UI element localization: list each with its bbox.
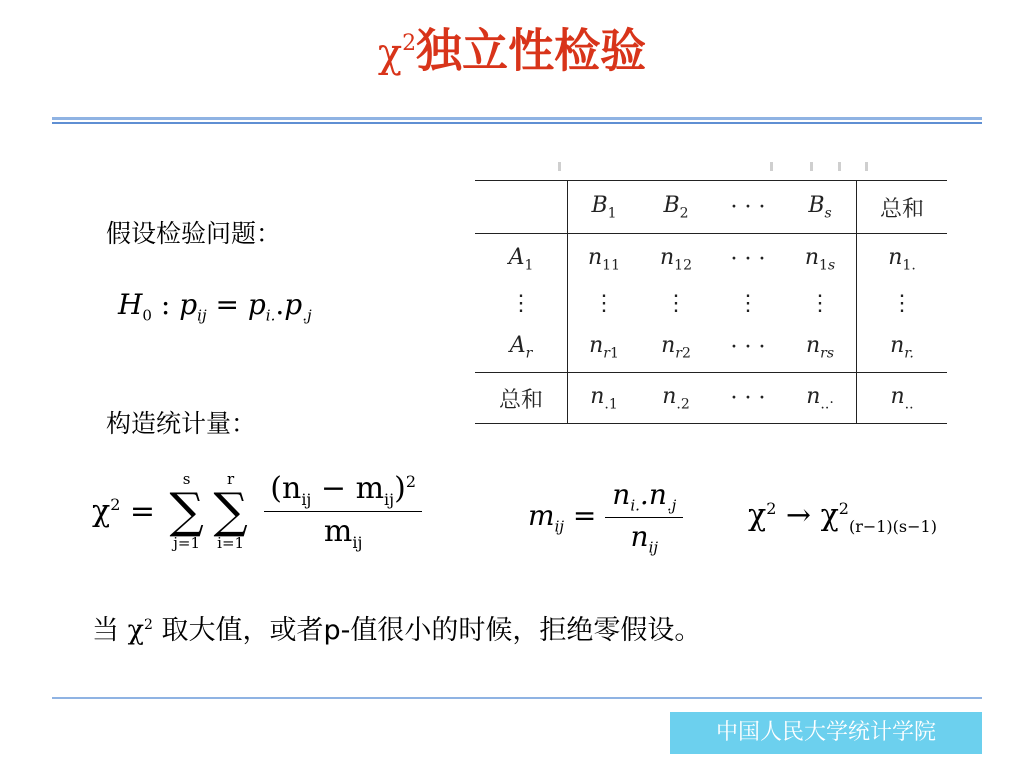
table-cell: ⋮ xyxy=(737,290,759,316)
slide-title xyxy=(0,14,1024,83)
table-col-header-total: 总和 xyxy=(857,181,948,234)
conclusion-superscript: 2 xyxy=(143,617,153,633)
statistic-label: 构造统计量： xyxy=(106,409,257,438)
top-rule-secondary xyxy=(52,122,982,124)
hypothesis-label: 假设检验问题： xyxy=(106,219,282,248)
table-cell: · · · xyxy=(730,246,766,272)
table-cell: $n_{r2}$ xyxy=(661,332,691,362)
table-col-header: $B_2$ xyxy=(640,181,712,234)
table-cell: $n_{12}$ xyxy=(660,244,692,274)
title-text: 独立性检验 xyxy=(416,23,647,78)
top-rule xyxy=(52,117,982,120)
table-row-header-total: 总和 xyxy=(475,373,568,424)
cropped-marks xyxy=(520,160,880,176)
table-cell: $n_{1.}$ xyxy=(888,244,916,274)
table-row xyxy=(475,284,947,322)
bottom-rule xyxy=(52,697,982,699)
null-hypothesis-formula: $H_0$ : $p_{ij} = p_{i.}.p_{.j}$ xyxy=(118,288,312,325)
conclusion-chi-symbol: χ xyxy=(127,615,144,646)
table-cell: $n_{r.}$ xyxy=(890,332,914,362)
table-row xyxy=(475,322,947,373)
table-cell: $n_{1s}$ xyxy=(784,234,857,285)
conclusion-post: 取大值，或者p-值很小的时候，拒绝零假设。 xyxy=(161,615,702,646)
table-cell: ⋮ xyxy=(593,290,615,316)
table-row-header: $A_r$ xyxy=(475,322,568,373)
table-cell: · · · xyxy=(730,334,766,360)
contingency-table xyxy=(475,180,947,424)
expected-count-formula: $m_{ij}$ = $\frac{n_{i.}.n_{.j}}{n_{ij}}$ xyxy=(528,478,683,556)
table-cell: · · · xyxy=(712,373,784,424)
table-header-row xyxy=(475,181,947,234)
table-cell: ⋮ xyxy=(665,290,687,316)
table-cell: $n_{..}$ xyxy=(857,373,948,424)
table-cell: $n_{.2}$ xyxy=(640,373,712,424)
asymptotic-distribution-formula: $\chi^2 \to \chi^2_{(r-1)(s-1)}$ xyxy=(748,498,937,536)
table-col-header: $B_1$ xyxy=(568,181,641,234)
table-cell: ⋮ xyxy=(784,284,857,322)
table-cell: $n_{.1}$ xyxy=(568,373,641,424)
table-row-header: ⋮ xyxy=(475,284,568,322)
table-footer-row xyxy=(475,373,947,424)
title-superscript: 2 xyxy=(402,31,417,56)
conclusion-text xyxy=(92,608,701,647)
chi-square-statistic-formula: $\chi^2$ = s ∑ j=1 r ∑ i=1 $\frac{(n_{ij} - m_{ij})^2}{m_{ij}}$ xyxy=(92,470,422,580)
table-row xyxy=(475,234,947,285)
title-chi-symbol: χ xyxy=(377,30,403,77)
table-cell: $n_{..}$. xyxy=(784,373,857,424)
table-corner-cell xyxy=(475,181,568,234)
table-col-header: · · · xyxy=(712,181,784,234)
table-cell: $n_{11}$ xyxy=(588,244,620,274)
table-col-header: $B_s$ xyxy=(784,181,857,234)
footer-institution: 中国人民大学统计学院 xyxy=(670,712,982,754)
table-cell: $n_{r1}$ xyxy=(589,332,619,362)
table-cell: $n_{rs}$ xyxy=(784,322,857,373)
table-cell: ⋮ xyxy=(891,290,913,316)
conclusion-pre: 当 xyxy=(92,615,119,646)
table-row-header: $A_1$ xyxy=(475,234,568,285)
